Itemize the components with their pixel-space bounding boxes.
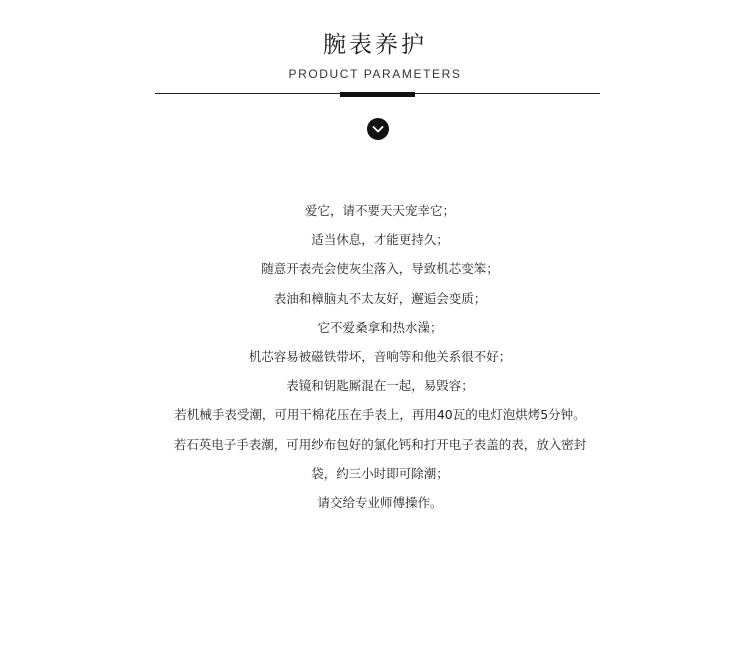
- text-line: 机芯容易被磁铁带坏，音响等和他关系很不好；: [248, 349, 512, 365]
- text-line: 爱它，请不要天天宠幸它；: [304, 203, 455, 218]
- text-line: 它不爱桑拿和热水澡；: [317, 319, 443, 335]
- text-line: 请交给专业师傅操作。: [317, 495, 443, 511]
- text-line: 适当休息，才能更持久；: [311, 232, 449, 248]
- text-line: 随意开表壳会使灰尘落入，导致机芯变笨；: [261, 261, 499, 277]
- page-subtitle: PRODUCT PARAMETERS: [288, 67, 462, 81]
- chevron-down-icon: [367, 118, 389, 140]
- text-line: 表镜和钥匙厮混在一起，易毁容；: [286, 378, 474, 394]
- text-line: 若机械手表受潮，可用干棉花压在手表上，再用40瓦的电灯泡烘烤5分钟。: [174, 407, 586, 423]
- text-line: 若石英电子手表潮，可用纱布包好的氯化钙和打开电子表盖的表，放入密封: [173, 436, 587, 452]
- text-line: 表油和樟脑丸不太友好，邂逅会变质；: [273, 290, 487, 306]
- page-title: 腕表养护: [323, 32, 427, 58]
- text-line: 袋，约三小时即可除潮；: [311, 465, 449, 481]
- care-instructions: [150, 196, 610, 517]
- divider-accent-bar: [340, 92, 415, 97]
